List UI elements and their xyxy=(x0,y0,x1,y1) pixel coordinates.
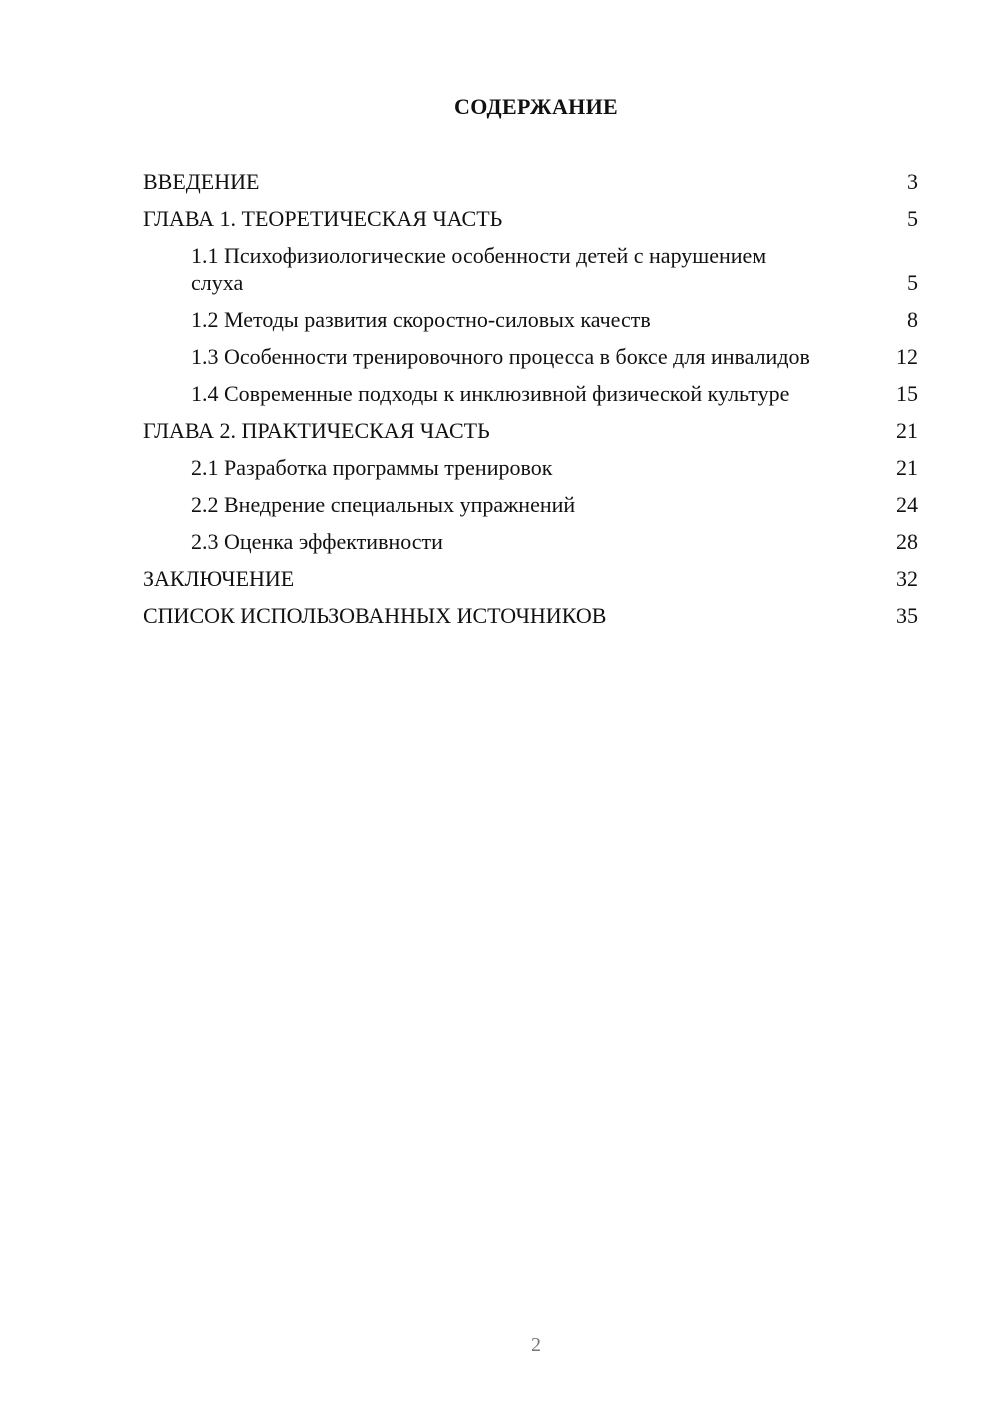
toc-entry-page: 21 xyxy=(896,418,918,443)
toc-entry-conclusion[interactable] xyxy=(143,565,918,592)
toc-entry-section-1-4[interactable] xyxy=(143,380,918,407)
toc-entry-page: 28 xyxy=(896,529,918,554)
toc-entry-page: 15 xyxy=(896,381,918,406)
toc-entry-section-2-3[interactable] xyxy=(143,528,918,555)
toc-title: СОДЕРЖАНИЕ xyxy=(454,94,618,119)
toc-entry-label: 1.3 Особенности тренировочного процесса в боксе для инвалидов xyxy=(191,344,810,369)
toc-entry-page: 35 xyxy=(896,603,918,628)
toc-entry-label: СПИСОК ИСПОЛЬЗОВАННЫХ ИСТОЧНИКОВ xyxy=(143,603,607,628)
toc-entry-section-2-1[interactable] xyxy=(143,454,918,481)
toc-entry-page: 8 xyxy=(907,307,918,332)
toc-entry-page: 5 xyxy=(907,206,918,231)
toc-entry-label: 2.3 Оценка эффективности xyxy=(191,529,443,554)
toc-entry-page: 24 xyxy=(896,492,918,517)
toc-entry-label: ЗАКЛЮЧЕНИЕ xyxy=(143,566,295,591)
toc-entry-references[interactable] xyxy=(143,602,918,629)
toc-entry-label: 1.1 Психофизиологические особенности детей с нарушением слуха xyxy=(191,243,767,295)
toc-entry-page: 5 xyxy=(907,270,918,295)
toc-entry-label: ГЛАВА 2. ПРАКТИЧЕСКАЯ ЧАСТЬ xyxy=(143,418,490,443)
table-of-contents xyxy=(143,168,918,639)
toc-entry-label: 1.2 Методы развития скоростно-силовых качеств xyxy=(191,307,651,332)
toc-entry-page: 12 xyxy=(896,344,918,369)
toc-entry-label: 2.2 Внедрение специальных упражнений xyxy=(191,492,576,517)
toc-entry-introduction[interactable] xyxy=(143,168,918,195)
toc-entry-chapter-1[interactable] xyxy=(143,205,918,232)
toc-entry-section-1-2[interactable] xyxy=(143,306,918,333)
toc-entry-chapter-2[interactable] xyxy=(143,417,918,444)
page-number: 2 xyxy=(531,1334,541,1356)
toc-entry-page: 21 xyxy=(896,455,918,480)
toc-entry-label: ГЛАВА 1. ТЕОРЕТИЧЕСКАЯ ЧАСТЬ xyxy=(143,206,503,231)
toc-entry-label: ВВЕДЕНИЕ xyxy=(143,169,260,194)
toc-entry-label: 2.1 Разработка программы тренировок xyxy=(191,455,553,480)
toc-entry-section-1-1[interactable] xyxy=(143,242,918,296)
toc-entry-section-1-3[interactable] xyxy=(143,343,918,370)
toc-entry-label: 1.4 Современные подходы к инклюзивной физической культуре xyxy=(191,381,790,406)
toc-entry-page: 3 xyxy=(907,169,918,194)
toc-entry-section-2-2[interactable] xyxy=(143,491,918,518)
toc-entry-page: 32 xyxy=(896,566,918,591)
